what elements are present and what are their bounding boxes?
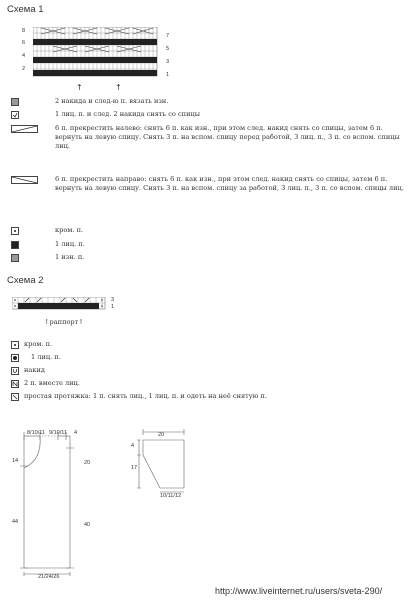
legend-text: 6 п. прекрестить направо: снять 6 п. как изн., при этом след. накид снять со спицы, затем 6 п. вернуть на левую спицу. Снять 3 п. на вспом. спицу за работой, 3 лиц. п., 3 п. со вспом. спицы лиц. <box>55 175 404 193</box>
dim-sleeve-top: 20 <box>158 432 165 438</box>
legend-text: 1 лиц. п. и след. 2 накида снять со спицы <box>55 110 200 118</box>
legend-text: кром. п. <box>55 226 84 234</box>
dim-left-lower: 44 <box>12 519 19 525</box>
legend-text: накид <box>24 366 45 374</box>
k2tog-icon <box>11 380 19 388</box>
legend-text: 2 п. вместе лиц. <box>24 379 80 387</box>
knit-stitch-icon <box>11 241 19 249</box>
row-number: 1 <box>166 72 170 78</box>
knit-stitch-icon <box>11 354 19 362</box>
dim-sleeve-bottom: 10/11/12 <box>160 493 182 499</box>
row-number: 8 <box>22 28 26 34</box>
scheme1-title: Схема 1 <box>7 4 44 15</box>
dim-top-left: 8/10/11 <box>27 430 45 436</box>
ssk-icon <box>11 393 19 401</box>
cross-right-icon <box>11 176 38 184</box>
cross-left-icon <box>11 125 38 133</box>
yarnover-icon <box>11 367 19 375</box>
legend-text: простая протяжка: 1 п. снять лиц., 1 лиц. п. и одеть на неё снятую п. <box>24 392 267 400</box>
footer-url[interactable]: http://www.liveinternet.ru/users/sveta-290/ <box>215 586 383 596</box>
dim-top-right: 4 <box>74 430 78 436</box>
edge-stitch-icon <box>11 227 19 235</box>
dim-top-mid: 9/10/11 <box>49 430 67 436</box>
dim-sleeve-small: 4 <box>131 443 135 449</box>
dim-sleeve-big: 17 <box>131 465 138 471</box>
scheme1-chart <box>33 27 163 79</box>
row-number: 2 <box>22 66 26 72</box>
legend-text: 2 накида и след-ю п. вязать изн. <box>55 97 169 105</box>
row-number: 3 <box>166 59 170 65</box>
row-number: 5 <box>166 46 170 52</box>
repeat-label: ↑раппорт↑ <box>44 318 84 326</box>
yarnover-pair-icon <box>11 98 19 106</box>
row-number: 7 <box>166 33 170 39</box>
scheme2-chart <box>12 297 108 311</box>
purl-stitch-icon <box>11 254 19 262</box>
dim-left-upper: 14 <box>12 458 19 464</box>
pattern-diagrams <box>0 420 410 590</box>
legend-text: 6 п. прекрестить налево: снять 6 п. как изн., при этом след. накид снять со спицы, затем 6 п. вернуть на левую спицу. Снять 3 п. на вспом. спицу перед работой, 3 лиц. п., 3 п. со вспом. спицы лиц. <box>55 124 400 151</box>
up-arrow-icon: ↑ <box>76 83 83 92</box>
row-number: 3 <box>111 297 115 303</box>
knit-and-two-yo-icon <box>11 111 19 119</box>
legend-text: 1 изн. п. <box>55 253 85 261</box>
edge-stitch-icon <box>11 341 19 349</box>
row-number: 1 <box>111 304 115 310</box>
legend-text: 1 лиц. п. <box>55 240 85 248</box>
dim-right-upper: 20 <box>84 460 91 466</box>
row-number: 4 <box>22 53 26 59</box>
up-arrow-icon: ↑ <box>115 83 122 92</box>
row-number: 6 <box>22 40 26 46</box>
legend-text: 1 лиц. п. <box>31 353 61 361</box>
dim-right-lower: 40 <box>84 522 91 528</box>
legend-text: кром. п. <box>24 340 53 348</box>
scheme2-title: Схема 2 <box>7 275 44 286</box>
dim-bottom: 21/24/26 <box>38 574 60 580</box>
